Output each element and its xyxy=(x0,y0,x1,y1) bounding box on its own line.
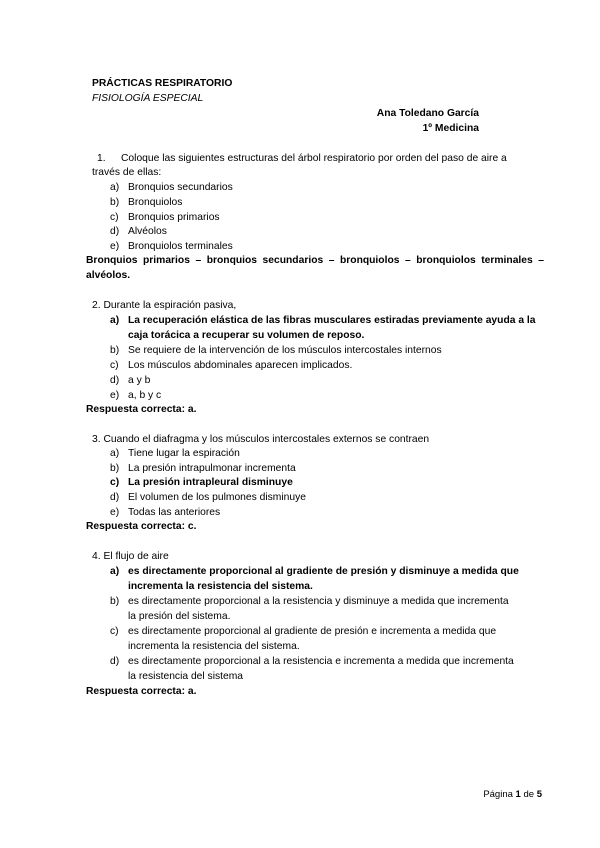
option-letter: c) xyxy=(110,626,119,637)
footer-page-word: Página xyxy=(483,789,513,800)
option-text-line1: es directamente proporcional a la resistencia y disminuye a medida que incrementa xyxy=(128,596,509,607)
option-letter: a) xyxy=(110,566,120,577)
option-text-line2: la presión del sistema. xyxy=(128,611,231,622)
question-2-answer: Respuesta correcta: a. xyxy=(86,404,197,415)
question-1-text-line1: Coloque las siguientes estructuras del árbol respiratorio por orden del paso de aire a xyxy=(121,153,507,164)
option-text-line2: la resistencia del sistema xyxy=(128,671,244,682)
option-letter: c) xyxy=(110,477,120,488)
author-name: Ana Toledano García xyxy=(376,108,479,119)
footer-of-word: de xyxy=(523,789,535,800)
option-letter: e) xyxy=(110,241,120,252)
option-text: a y b xyxy=(128,375,151,386)
option-text: La presión intrapleural disminuye xyxy=(128,477,293,488)
option-text: La presión intrapulmonar incrementa xyxy=(128,463,296,474)
option-text-line1: es directamente proporcional al gradiente de presión y disminuye a medida que xyxy=(128,566,519,577)
option-letter: a) xyxy=(110,315,120,326)
option-text: Bronquios primarios xyxy=(128,212,220,223)
option-text: Todas las anteriores xyxy=(128,507,221,518)
option-text: Alvéolos xyxy=(128,226,167,237)
question-2-text: 2. Durante la espiración pasiva, xyxy=(92,300,237,311)
option-letter: b) xyxy=(110,463,120,474)
option-letter: a) xyxy=(110,182,120,193)
option-text: Bronquiolos terminales xyxy=(128,241,233,252)
document-title: PRÁCTICAS RESPIRATORIO xyxy=(92,78,233,89)
option-text: Tiene lugar la espiración xyxy=(128,448,240,459)
option-letter: c) xyxy=(110,360,119,371)
option-letter: e) xyxy=(110,507,120,518)
option-text: Se requiere de la intervención de los músculos intercostales internos xyxy=(128,345,442,356)
option-letter: d) xyxy=(110,226,120,237)
option-letter: b) xyxy=(110,197,120,208)
question-4-text: 4. El flujo de aire xyxy=(92,551,169,562)
course-label: 1º Medicina xyxy=(422,123,479,134)
question-1-number: 1. xyxy=(97,153,106,164)
option-text: a, b y c xyxy=(128,390,162,401)
option-letter: a) xyxy=(110,448,120,459)
question-4-answer: Respuesta correcta: a. xyxy=(86,686,197,697)
option-text-line1: La recuperación elástica de las fibras musculares estiradas previamente ayuda a la xyxy=(128,315,536,326)
question-1-answer: Bronquios primarios – bronquios secundarios – bronquiolos – bronquiolos terminales – alvéolos. xyxy=(86,255,544,281)
option-letter: d) xyxy=(110,492,120,503)
option-letter: c) xyxy=(110,212,119,223)
option-text-line2: caja torácica a recuperar su volumen de reposo. xyxy=(128,330,365,341)
option-text-line1: es directamente proporcional a la resistencia e incrementa a medida que incrementa xyxy=(128,656,514,667)
footer-page-number: 1 xyxy=(515,789,521,800)
option-text-line2: incrementa la resistencia del sistema. xyxy=(128,641,300,652)
option-letter: e) xyxy=(110,390,120,401)
option-letter: d) xyxy=(110,375,120,386)
option-text: Los músculos abdominales aparecen implicados. xyxy=(128,360,353,371)
option-text: Bronquios secundarios xyxy=(128,182,233,193)
option-text: Bronquiolos xyxy=(128,197,183,208)
question-1-text-line2: través de ellas: xyxy=(92,167,162,178)
option-text: El volumen de los pulmones disminuye xyxy=(128,492,306,503)
option-letter: d) xyxy=(110,656,120,667)
option-letter: b) xyxy=(110,345,120,356)
option-text-line1: es directamente proporcional al gradiente de presión e incrementa a medida que xyxy=(128,626,497,637)
footer-total-pages: 5 xyxy=(536,789,542,800)
document-subtitle: FISIOLOGÍA ESPECIAL xyxy=(92,93,204,104)
option-text-line2: incrementa la resistencia del sistema. xyxy=(128,581,313,592)
option-letter: b) xyxy=(110,596,120,607)
question-3-text: 3. Cuando el diafragma y los músculos intercostales externos se contraen xyxy=(92,434,430,445)
page-footer xyxy=(483,787,542,802)
question-3-answer: Respuesta correcta: c. xyxy=(86,521,197,532)
